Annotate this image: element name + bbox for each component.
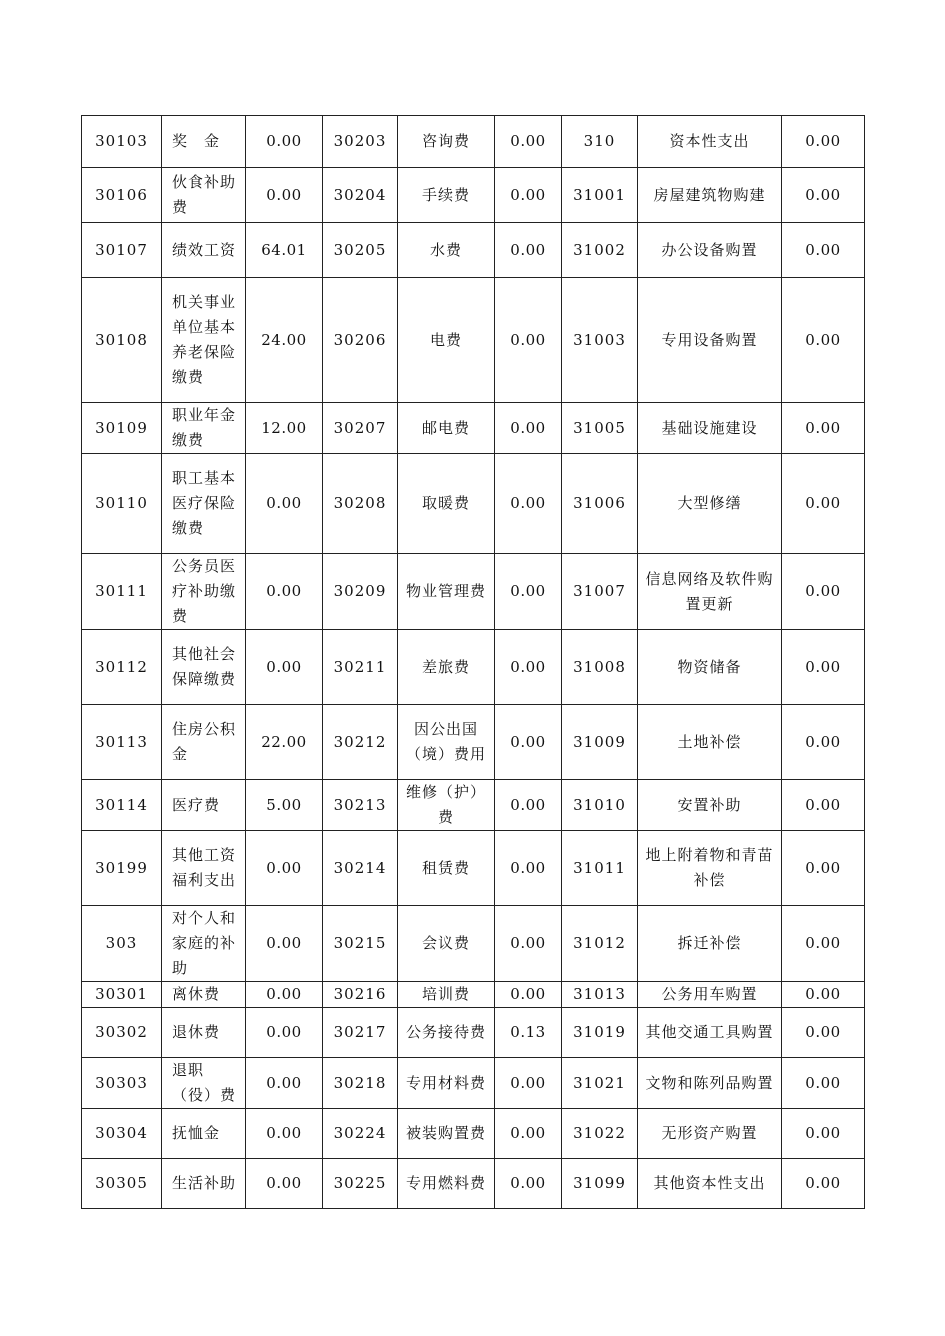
code-cell: 31002 xyxy=(562,223,638,278)
amount-cell: 12.00 xyxy=(246,403,323,454)
amount-cell: 0.00 xyxy=(782,1008,865,1058)
amount-cell: 24.00 xyxy=(246,278,323,403)
amount-cell: 22.00 xyxy=(246,705,323,780)
table-row xyxy=(82,554,865,630)
code-cell: 31005 xyxy=(562,403,638,454)
code-cell: 31009 xyxy=(562,705,638,780)
code-cell: 31010 xyxy=(562,780,638,831)
table-row xyxy=(82,1058,865,1109)
amount-cell: 0.00 xyxy=(782,982,865,1008)
item-name-cell: 其他工资福利支出 xyxy=(162,831,246,906)
code-cell: 31021 xyxy=(562,1058,638,1109)
item-name-cell: 抚恤金 xyxy=(162,1109,246,1159)
amount-cell: 0.00 xyxy=(782,454,865,554)
amount-cell: 0.00 xyxy=(246,1008,323,1058)
item-name-cell: 邮电费 xyxy=(398,403,495,454)
item-name-cell: 大型修缮 xyxy=(638,454,782,554)
item-name-cell: 机关事业单位基本养老保险缴费 xyxy=(162,278,246,403)
item-name-cell: 专用材料费 xyxy=(398,1058,495,1109)
item-name-cell: 住房公积金 xyxy=(162,705,246,780)
amount-cell: 0.00 xyxy=(782,554,865,630)
item-name-cell: 安置补助 xyxy=(638,780,782,831)
item-name-cell: 房屋建筑物购建 xyxy=(638,168,782,223)
code-cell: 30111 xyxy=(82,554,162,630)
table-row xyxy=(82,906,865,982)
amount-cell: 0.00 xyxy=(782,116,865,168)
code-cell: 30212 xyxy=(323,705,398,780)
code-cell: 30216 xyxy=(323,982,398,1008)
amount-cell: 0.00 xyxy=(782,1159,865,1209)
amount-cell: 0.00 xyxy=(495,831,562,906)
code-cell: 30218 xyxy=(323,1058,398,1109)
item-name-cell: 伙食补助费 xyxy=(162,168,246,223)
code-cell: 31012 xyxy=(562,906,638,982)
item-name-cell: 电费 xyxy=(398,278,495,403)
amount-cell: 0.00 xyxy=(246,1109,323,1159)
code-cell: 30209 xyxy=(323,554,398,630)
table-row xyxy=(82,705,865,780)
amount-cell: 0.00 xyxy=(246,116,323,168)
item-name-cell: 地上附着物和青苗补偿 xyxy=(638,831,782,906)
expenditure-table xyxy=(81,115,865,1209)
item-name-cell: 公务用车购置 xyxy=(638,982,782,1008)
amount-cell: 0.00 xyxy=(246,454,323,554)
code-cell: 30224 xyxy=(323,1109,398,1159)
code-cell: 30109 xyxy=(82,403,162,454)
item-name-cell: 信息网络及软件购置更新 xyxy=(638,554,782,630)
amount-cell: 0.00 xyxy=(495,278,562,403)
code-cell: 31022 xyxy=(562,1109,638,1159)
code-cell: 30208 xyxy=(323,454,398,554)
code-cell: 30204 xyxy=(323,168,398,223)
item-name-cell: 对个人和家庭的补助 xyxy=(162,906,246,982)
item-name-cell: 物业管理费 xyxy=(398,554,495,630)
code-cell: 31011 xyxy=(562,831,638,906)
item-name-cell: 取暖费 xyxy=(398,454,495,554)
code-cell: 31003 xyxy=(562,278,638,403)
item-name-cell: 其他交通工具购置 xyxy=(638,1008,782,1058)
item-name-cell: 手续费 xyxy=(398,168,495,223)
item-name-cell: 公务员医疗补助缴费 xyxy=(162,554,246,630)
item-name-cell: 培训费 xyxy=(398,982,495,1008)
amount-cell: 0.13 xyxy=(495,1008,562,1058)
amount-cell: 0.00 xyxy=(782,1109,865,1159)
table-row xyxy=(82,116,865,168)
code-cell: 30114 xyxy=(82,780,162,831)
amount-cell: 0.00 xyxy=(246,831,323,906)
amount-cell: 0.00 xyxy=(246,630,323,705)
amount-cell: 0.00 xyxy=(495,705,562,780)
code-cell: 30203 xyxy=(323,116,398,168)
table-row xyxy=(82,982,865,1008)
table-row xyxy=(82,1008,865,1058)
amount-cell: 0.00 xyxy=(246,168,323,223)
code-cell: 31008 xyxy=(562,630,638,705)
item-name-cell: 租赁费 xyxy=(398,831,495,906)
code-cell: 30214 xyxy=(323,831,398,906)
table-row xyxy=(82,223,865,278)
code-cell: 30207 xyxy=(323,403,398,454)
code-cell: 30110 xyxy=(82,454,162,554)
table-row xyxy=(82,403,865,454)
code-cell: 30103 xyxy=(82,116,162,168)
amount-cell: 64.01 xyxy=(246,223,323,278)
amount-cell: 0.00 xyxy=(495,780,562,831)
amount-cell: 0.00 xyxy=(495,1159,562,1209)
item-name-cell: 土地补偿 xyxy=(638,705,782,780)
item-name-cell: 职工基本医疗保险缴费 xyxy=(162,454,246,554)
item-name-cell: 绩效工资 xyxy=(162,223,246,278)
item-name-cell: 基础设施建设 xyxy=(638,403,782,454)
code-cell: 31006 xyxy=(562,454,638,554)
table-row xyxy=(82,168,865,223)
code-cell: 30205 xyxy=(323,223,398,278)
amount-cell: 0.00 xyxy=(782,831,865,906)
amount-cell: 0.00 xyxy=(782,403,865,454)
item-name-cell: 资本性支出 xyxy=(638,116,782,168)
amount-cell: 0.00 xyxy=(495,403,562,454)
code-cell: 30107 xyxy=(82,223,162,278)
amount-cell: 0.00 xyxy=(782,705,865,780)
code-cell: 30225 xyxy=(323,1159,398,1209)
item-name-cell: 职业年金缴费 xyxy=(162,403,246,454)
amount-cell: 0.00 xyxy=(246,554,323,630)
item-name-cell: 公务接待费 xyxy=(398,1008,495,1058)
amount-cell: 0.00 xyxy=(246,1058,323,1109)
amount-cell: 0.00 xyxy=(495,168,562,223)
item-name-cell: 医疗费 xyxy=(162,780,246,831)
code-cell: 30213 xyxy=(323,780,398,831)
item-name-cell: 奖 金 xyxy=(162,116,246,168)
code-cell: 30206 xyxy=(323,278,398,403)
amount-cell: 0.00 xyxy=(495,223,562,278)
amount-cell: 0.00 xyxy=(495,1109,562,1159)
table-body xyxy=(82,116,865,1209)
code-cell: 31019 xyxy=(562,1008,638,1058)
item-name-cell: 生活补助 xyxy=(162,1159,246,1209)
amount-cell: 0.00 xyxy=(495,630,562,705)
amount-cell: 0.00 xyxy=(495,554,562,630)
amount-cell: 0.00 xyxy=(782,630,865,705)
item-name-cell: 拆迁补偿 xyxy=(638,906,782,982)
code-cell: 30302 xyxy=(82,1008,162,1058)
item-name-cell: 离休费 xyxy=(162,982,246,1008)
code-cell: 303 xyxy=(82,906,162,982)
code-cell: 30199 xyxy=(82,831,162,906)
item-name-cell: 办公设备购置 xyxy=(638,223,782,278)
item-name-cell: 维修（护）费 xyxy=(398,780,495,831)
code-cell: 30211 xyxy=(323,630,398,705)
amount-cell: 0.00 xyxy=(495,1058,562,1109)
amount-cell: 0.00 xyxy=(782,168,865,223)
item-name-cell: 专用设备购置 xyxy=(638,278,782,403)
table-row xyxy=(82,1159,865,1209)
code-cell: 31099 xyxy=(562,1159,638,1209)
table-row xyxy=(82,630,865,705)
table-row xyxy=(82,780,865,831)
amount-cell: 0.00 xyxy=(495,906,562,982)
amount-cell: 0.00 xyxy=(782,223,865,278)
item-name-cell: 退休费 xyxy=(162,1008,246,1058)
code-cell: 30108 xyxy=(82,278,162,403)
amount-cell: 0.00 xyxy=(246,982,323,1008)
code-cell: 30217 xyxy=(323,1008,398,1058)
item-name-cell: 无形资产购置 xyxy=(638,1109,782,1159)
code-cell: 30112 xyxy=(82,630,162,705)
item-name-cell: 其他资本性支出 xyxy=(638,1159,782,1209)
item-name-cell: 专用燃料费 xyxy=(398,1159,495,1209)
code-cell: 31013 xyxy=(562,982,638,1008)
item-name-cell: 其他社会保障缴费 xyxy=(162,630,246,705)
code-cell: 30304 xyxy=(82,1109,162,1159)
item-name-cell: 退职（役）费 xyxy=(162,1058,246,1109)
amount-cell: 0.00 xyxy=(495,116,562,168)
amount-cell: 0.00 xyxy=(782,1058,865,1109)
amount-cell: 0.00 xyxy=(495,982,562,1008)
code-cell: 30215 xyxy=(323,906,398,982)
amount-cell: 0.00 xyxy=(495,454,562,554)
item-name-cell: 文物和陈列品购置 xyxy=(638,1058,782,1109)
item-name-cell: 物资储备 xyxy=(638,630,782,705)
item-name-cell: 咨询费 xyxy=(398,116,495,168)
item-name-cell: 会议费 xyxy=(398,906,495,982)
item-name-cell: 被装购置费 xyxy=(398,1109,495,1159)
code-cell: 30305 xyxy=(82,1159,162,1209)
code-cell: 31007 xyxy=(562,554,638,630)
code-cell: 31001 xyxy=(562,168,638,223)
amount-cell: 0.00 xyxy=(782,780,865,831)
amount-cell: 5.00 xyxy=(246,780,323,831)
code-cell: 30106 xyxy=(82,168,162,223)
code-cell: 30113 xyxy=(82,705,162,780)
amount-cell: 0.00 xyxy=(246,906,323,982)
table-row xyxy=(82,278,865,403)
amount-cell: 0.00 xyxy=(782,278,865,403)
amount-cell: 0.00 xyxy=(246,1159,323,1209)
code-cell: 30301 xyxy=(82,982,162,1008)
table-row xyxy=(82,1109,865,1159)
item-name-cell: 因公出国（境）费用 xyxy=(398,705,495,780)
amount-cell: 0.00 xyxy=(782,906,865,982)
table-row xyxy=(82,454,865,554)
code-cell: 310 xyxy=(562,116,638,168)
table-row xyxy=(82,831,865,906)
code-cell: 30303 xyxy=(82,1058,162,1109)
item-name-cell: 水费 xyxy=(398,223,495,278)
item-name-cell: 差旅费 xyxy=(398,630,495,705)
